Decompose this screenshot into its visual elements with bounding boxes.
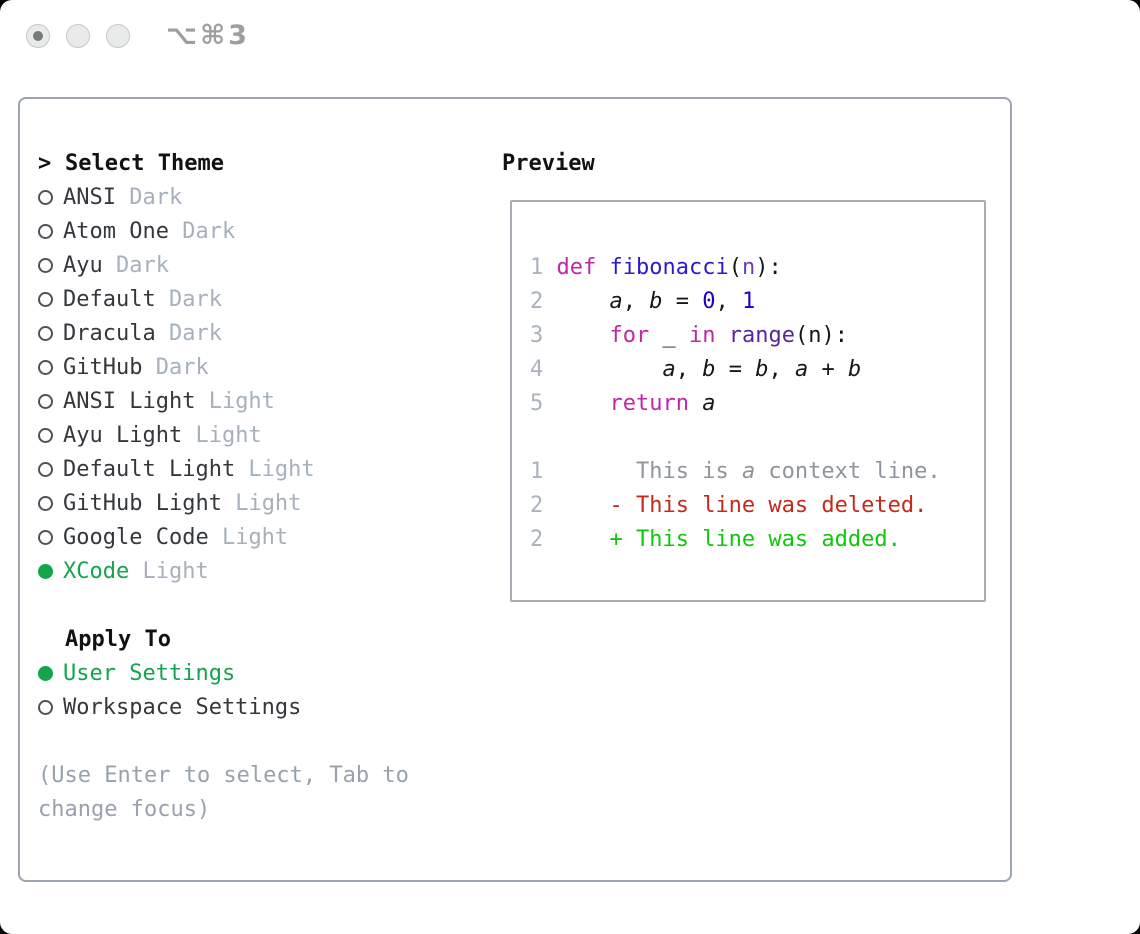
preview-title: Preview — [502, 151, 595, 176]
code-line: 2 - This line was deleted. — [530, 493, 928, 518]
spacer — [38, 589, 409, 623]
theme-name: Default — [63, 287, 156, 312]
theme-variant-label: Light — [182, 423, 262, 448]
apply-option-label: Workspace Settings — [63, 695, 302, 720]
line-number: 1 — [530, 459, 544, 484]
preview-column — [502, 147, 595, 181]
theme-option-default[interactable] — [38, 283, 409, 317]
code-line: 2 + This line was added. — [530, 527, 901, 552]
code-line: 4 a, b = b, a + b — [530, 357, 862, 382]
theme-variant-label: Light — [129, 559, 209, 584]
main-panel — [18, 97, 1012, 882]
code-line: 1 def fibonacci(n): — [530, 255, 782, 280]
radio-selected-icon — [38, 564, 53, 579]
theme-name: GitHub — [63, 355, 143, 380]
theme-name: XCode — [63, 559, 130, 584]
theme-variant-label: Dark — [168, 219, 236, 244]
code-line: 1 This is a context line. — [530, 459, 941, 484]
theme-option-ayu[interactable] — [38, 249, 409, 283]
radio-unselected-icon — [38, 360, 53, 375]
line-number: 5 — [530, 391, 544, 416]
theme-variant-label: Light — [235, 457, 315, 482]
line-number: 1 — [530, 255, 544, 280]
theme-variant-label: Light — [221, 491, 302, 516]
theme-option-ansi-light[interactable] — [38, 385, 409, 419]
line-number: 2 — [530, 527, 544, 552]
theme-variant-label: Dark — [142, 355, 209, 380]
radio-unselected-icon — [38, 326, 53, 341]
window-button-zoom[interactable] — [106, 24, 130, 48]
theme-variant-label: Dark — [155, 321, 222, 346]
radio-unselected-icon — [38, 428, 53, 443]
radio-unselected-icon — [38, 394, 53, 409]
line-number: 4 — [530, 357, 544, 382]
apply-to-list — [38, 657, 409, 725]
select-theme-header — [38, 147, 409, 181]
hint-line: (Use Enter to select, Tab to — [38, 763, 409, 788]
theme-name: Dracula — [63, 321, 156, 346]
radio-unselected-icon — [38, 224, 53, 239]
theme-name: Ayu — [63, 253, 103, 278]
theme-name: GitHub Light — [63, 491, 222, 516]
preview-panel — [510, 200, 986, 602]
code-line — [530, 421, 984, 455]
theme-name: Ayu Light — [63, 423, 183, 448]
radio-unselected-icon — [38, 292, 53, 307]
hint-text — [38, 759, 409, 827]
theme-option-ayu-light[interactable] — [38, 419, 409, 453]
radio-unselected-icon — [38, 496, 53, 511]
radio-unselected-icon — [38, 700, 53, 715]
apply-option-label: User Settings — [63, 661, 236, 686]
code-line: 3 for _ in range(n): — [530, 323, 848, 348]
code-line: 2 a, b = 0, 1 — [530, 289, 756, 314]
theme-name: ANSI — [63, 185, 116, 210]
titlebar — [0, 0, 1140, 72]
theme-option-github-light[interactable] — [38, 487, 409, 521]
theme-variant-label: Dark — [155, 287, 222, 312]
window-button-minimize[interactable] — [66, 24, 90, 48]
theme-option-github[interactable] — [38, 351, 409, 385]
cursor-caret-icon: > — [38, 151, 52, 176]
theme-selector — [38, 147, 409, 827]
radio-unselected-icon — [38, 462, 53, 477]
select-theme-title: Select Theme — [65, 151, 224, 176]
theme-option-ansi[interactable] — [38, 181, 409, 215]
traffic-lights — [26, 24, 130, 48]
theme-name: Atom One — [63, 219, 169, 244]
theme-name: Default Light — [63, 457, 236, 482]
radio-selected-icon — [38, 666, 53, 681]
radio-unselected-icon — [38, 530, 53, 545]
radio-unselected-icon — [38, 258, 53, 273]
line-number: 2 — [530, 493, 544, 518]
window-title: ⌥⌘3 — [166, 20, 250, 51]
theme-option-xcode[interactable] — [38, 555, 409, 589]
theme-variant-label: Light — [208, 525, 289, 550]
preview-code — [530, 251, 984, 557]
theme-option-google-code[interactable] — [38, 521, 409, 555]
line-number: 2 — [530, 289, 544, 314]
hint-line: change focus) — [38, 797, 211, 822]
theme-option-default-light[interactable] — [38, 453, 409, 487]
apply-option-user-settings[interactable] — [38, 657, 409, 691]
theme-name: ANSI Light — [63, 389, 196, 414]
apply-to-header: Apply To — [65, 627, 171, 652]
spacer — [38, 725, 409, 759]
theme-variant-label: Dark — [102, 253, 169, 278]
theme-variant-label: Dark — [115, 185, 183, 210]
apply-option-workspace-settings[interactable] — [38, 691, 409, 725]
theme-name: Google Code — [63, 525, 209, 550]
theme-option-dracula[interactable] — [38, 317, 409, 351]
radio-unselected-icon — [38, 190, 53, 205]
theme-variant-label: Light — [195, 389, 275, 414]
code-line: 5 return a — [530, 391, 716, 416]
theme-option-atom-one[interactable] — [38, 215, 409, 249]
window-button-close[interactable] — [26, 24, 50, 48]
theme-list — [38, 181, 409, 589]
line-number: 3 — [530, 323, 544, 348]
